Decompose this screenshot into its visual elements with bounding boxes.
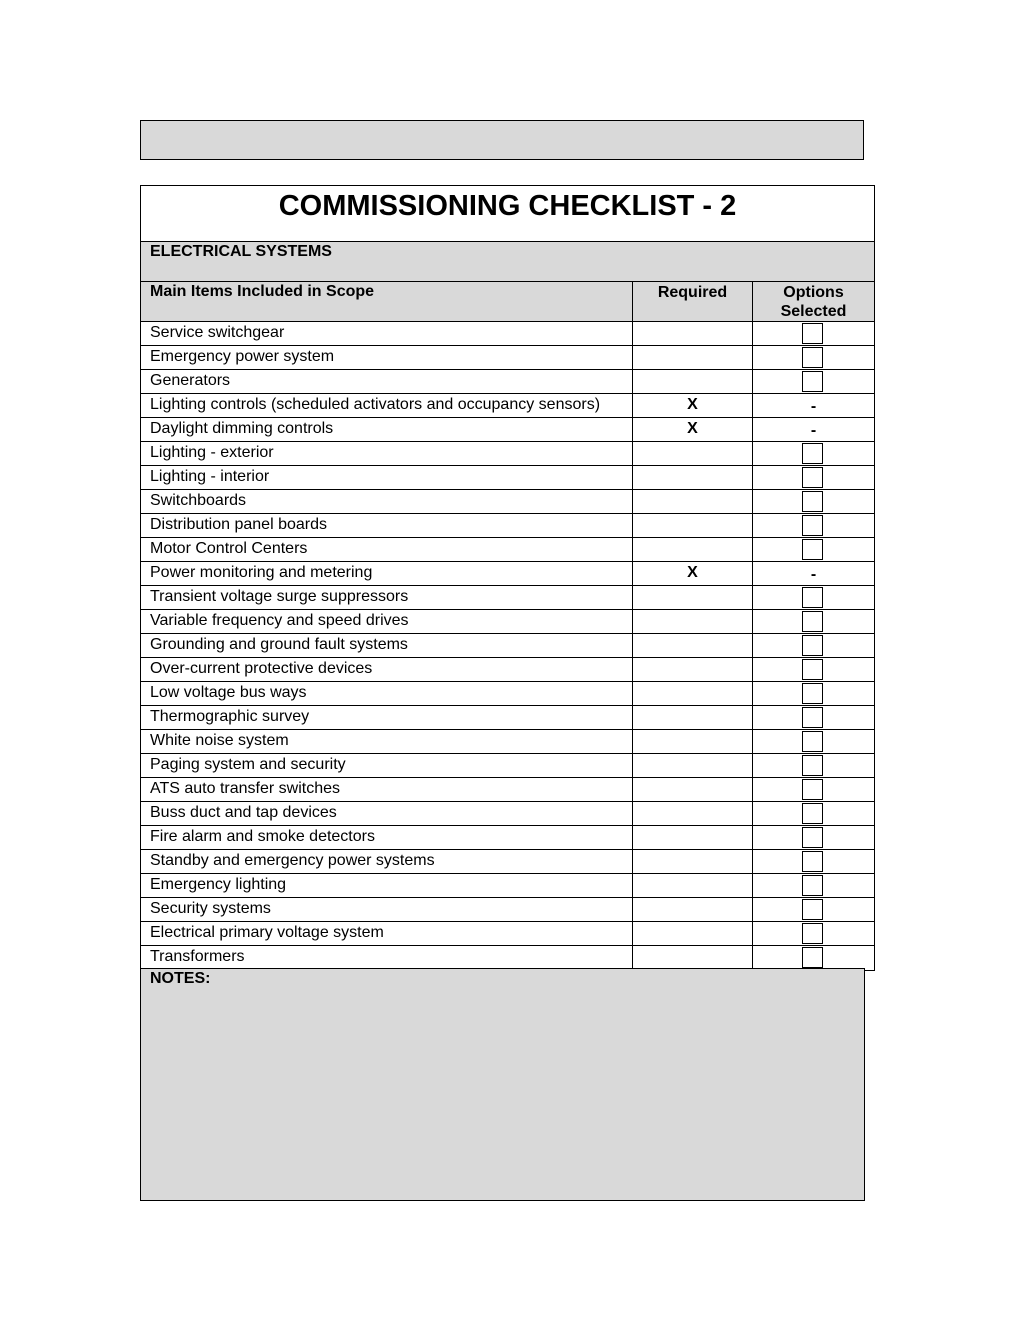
- required-mark: [632, 586, 752, 609]
- table-row: [141, 490, 874, 514]
- option-checkbox[interactable]: [802, 635, 823, 656]
- item-label: White noise system: [150, 732, 289, 749]
- option-cell: [752, 610, 874, 633]
- option-checkbox[interactable]: [802, 539, 823, 560]
- option-checkbox[interactable]: [802, 467, 823, 488]
- required-mark: [632, 874, 752, 897]
- table-row: [141, 514, 874, 538]
- option-checkbox[interactable]: [802, 515, 823, 536]
- required-mark: [632, 370, 752, 393]
- item-label: Fire alarm and smoke detectors: [150, 828, 375, 845]
- item-label: ATS auto transfer switches: [150, 780, 340, 797]
- option-cell: [752, 490, 874, 513]
- table-row: [141, 346, 874, 370]
- table-row: [141, 538, 874, 562]
- table-row: [141, 778, 874, 802]
- option-checkbox[interactable]: [802, 923, 823, 944]
- item-label: Motor Control Centers: [150, 540, 308, 557]
- option-checkbox[interactable]: [802, 347, 823, 368]
- required-mark: [632, 538, 752, 561]
- item-label: Lighting - exterior: [150, 444, 274, 461]
- table-header: [141, 282, 874, 322]
- header-field: [140, 120, 864, 160]
- option-cell: [752, 922, 874, 945]
- option-checkbox[interactable]: [802, 443, 823, 464]
- item-label: Transient voltage surge suppressors: [150, 588, 409, 605]
- required-mark: [632, 514, 752, 537]
- option-cell: [752, 514, 874, 537]
- option-cell: [752, 802, 874, 825]
- option-checkbox[interactable]: [802, 611, 823, 632]
- item-label: Standby and emergency power systems: [150, 852, 435, 869]
- option-checkbox[interactable]: [802, 587, 823, 608]
- option-checkbox[interactable]: [802, 659, 823, 680]
- option-checkbox[interactable]: [802, 371, 823, 392]
- option-checkbox[interactable]: [802, 707, 823, 728]
- required-mark: [632, 898, 752, 921]
- item-label: Distribution panel boards: [150, 516, 327, 533]
- table-row: [141, 922, 874, 946]
- option-cell: [752, 442, 874, 465]
- table-row: [141, 946, 874, 970]
- required-mark: [632, 322, 752, 345]
- table-row: [141, 682, 874, 706]
- required-mark: [632, 346, 752, 369]
- required-mark: [632, 706, 752, 729]
- required-mark: X: [632, 394, 752, 417]
- item-label: Low voltage bus ways: [150, 684, 307, 701]
- item-label: Emergency power system: [150, 348, 335, 365]
- required-mark: [632, 466, 752, 489]
- option-cell: [752, 850, 874, 873]
- option-cell: [752, 370, 874, 393]
- item-label: Thermographic survey: [150, 708, 310, 725]
- option-cell: [752, 826, 874, 849]
- table-row: [141, 754, 874, 778]
- required-mark: X: [632, 562, 752, 585]
- required-mark: [632, 442, 752, 465]
- table-row: [141, 418, 874, 442]
- table-row: [141, 370, 874, 394]
- required-mark: [632, 610, 752, 633]
- option-cell: [752, 754, 874, 777]
- table-row: [141, 394, 874, 418]
- table-row: [141, 562, 874, 586]
- option-checkbox[interactable]: [802, 947, 823, 968]
- option-checkbox[interactable]: [802, 899, 823, 920]
- item-label: Service switchgear: [150, 324, 285, 341]
- notes-box[interactable]: [140, 968, 865, 1201]
- required-mark: [632, 730, 752, 753]
- column-header-options: [752, 282, 874, 321]
- required-mark: [632, 946, 752, 970]
- item-label: Transformers: [150, 948, 245, 965]
- item-label: Power monitoring and metering: [150, 564, 373, 581]
- option-cell: [752, 322, 874, 345]
- option-checkbox[interactable]: [802, 827, 823, 848]
- required-mark: [632, 658, 752, 681]
- table-body: [141, 322, 874, 970]
- required-mark: [632, 826, 752, 849]
- option-dash: -: [752, 418, 874, 441]
- option-cell: [752, 346, 874, 369]
- option-cell: [752, 898, 874, 921]
- table-row: [141, 634, 874, 658]
- item-label: Over-current protective devices: [150, 660, 373, 677]
- table-row: [141, 730, 874, 754]
- checklist-table: [140, 185, 875, 971]
- table-row: [141, 658, 874, 682]
- table-row: [141, 322, 874, 346]
- item-label: Grounding and ground fault systems: [150, 636, 408, 653]
- page-title: COMMISSIONING CHECKLIST - 2: [141, 186, 874, 242]
- table-row: [141, 706, 874, 730]
- option-dash: -: [752, 394, 874, 417]
- option-cell: [752, 586, 874, 609]
- required-mark: X: [632, 418, 752, 441]
- item-label: Switchboards: [150, 492, 247, 509]
- notes-label: NOTES:: [150, 970, 211, 987]
- table-row: [141, 898, 874, 922]
- option-cell: [752, 682, 874, 705]
- required-mark: [632, 682, 752, 705]
- option-checkbox[interactable]: [802, 323, 823, 344]
- table-row: [141, 874, 874, 898]
- column-header-required: Required: [632, 282, 752, 321]
- option-checkbox[interactable]: [802, 683, 823, 704]
- option-checkbox[interactable]: [802, 779, 823, 800]
- item-label: Daylight dimming controls: [150, 420, 334, 437]
- option-cell: [752, 706, 874, 729]
- table-row: [141, 826, 874, 850]
- required-mark: [632, 922, 752, 945]
- option-cell: [752, 466, 874, 489]
- table-row: [141, 466, 874, 490]
- column-header-options-line1: Options: [783, 284, 844, 301]
- item-label: Lighting controls (scheduled activators and occupancy sensors): [150, 396, 601, 413]
- option-dash: -: [752, 562, 874, 585]
- required-mark: [632, 634, 752, 657]
- option-cell: [752, 946, 874, 970]
- column-header-item: Main Items Included in Scope: [150, 283, 375, 300]
- item-label: Electrical primary voltage system: [150, 924, 384, 941]
- required-mark: [632, 850, 752, 873]
- item-label: Generators: [150, 372, 231, 389]
- option-cell: [752, 634, 874, 657]
- item-label: Security systems: [150, 900, 271, 917]
- item-label: Emergency lighting: [150, 876, 287, 893]
- option-checkbox[interactable]: [802, 755, 823, 776]
- option-cell: [752, 874, 874, 897]
- option-checkbox[interactable]: [802, 875, 823, 896]
- table-row: [141, 850, 874, 874]
- table-row: [141, 442, 874, 466]
- column-header-options-line2: Selected: [780, 303, 847, 320]
- table-row: [141, 610, 874, 634]
- item-label: Lighting - interior: [150, 468, 270, 485]
- option-cell: [752, 778, 874, 801]
- required-mark: [632, 490, 752, 513]
- option-checkbox[interactable]: [802, 491, 823, 512]
- option-cell: [752, 538, 874, 561]
- option-cell: [752, 658, 874, 681]
- required-mark: [632, 778, 752, 801]
- option-checkbox[interactable]: [802, 803, 823, 824]
- required-mark: [632, 754, 752, 777]
- item-label: Variable frequency and speed drives: [150, 612, 409, 629]
- option-cell: [752, 730, 874, 753]
- table-row: [141, 802, 874, 826]
- item-label: Paging system and security: [150, 756, 346, 773]
- option-checkbox[interactable]: [802, 851, 823, 872]
- section-heading: ELECTRICAL SYSTEMS: [141, 242, 874, 282]
- table-row: [141, 586, 874, 610]
- required-mark: [632, 802, 752, 825]
- option-checkbox[interactable]: [802, 731, 823, 752]
- item-label: Buss duct and tap devices: [150, 804, 337, 821]
